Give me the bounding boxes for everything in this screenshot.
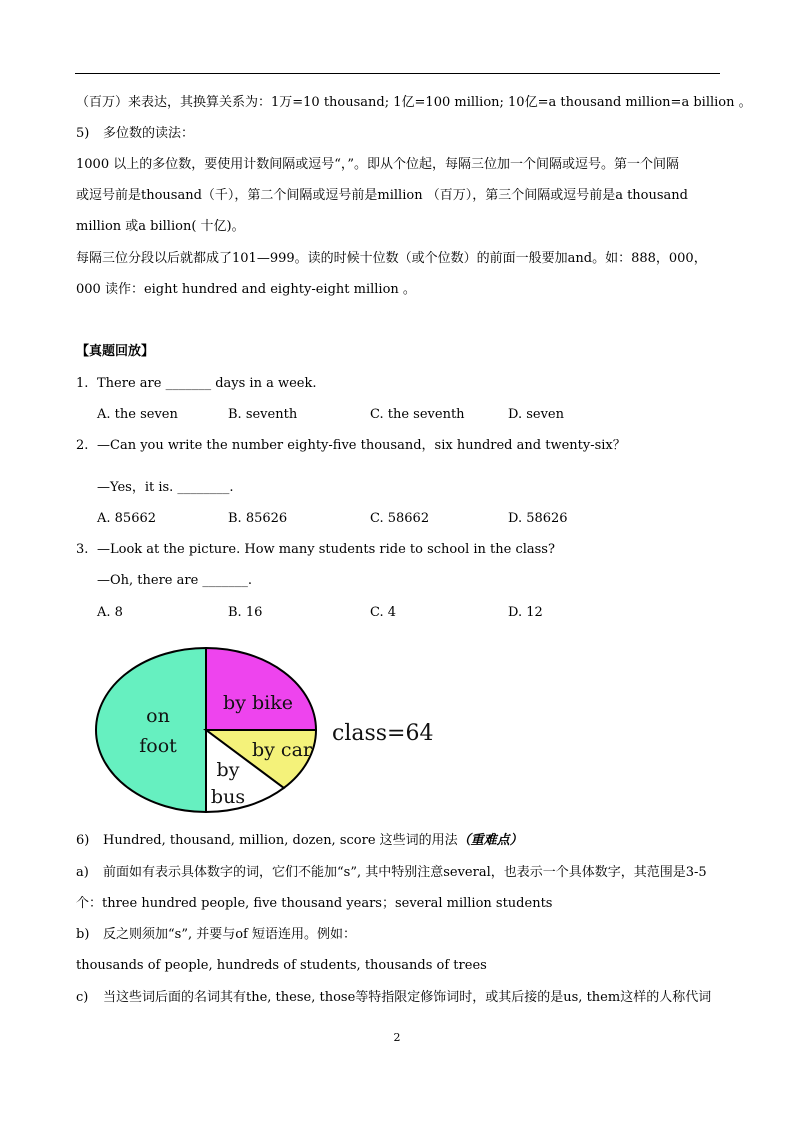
question-1-option-c: C. the seventh [370, 407, 465, 422]
paragraph-2-line-1: 每隔三位分段以后就都成了101—999。读的时候十位数（或个位数）的前面一般要加and。如：888，000， [76, 251, 707, 266]
pie-slice-by-bike [206, 648, 316, 730]
paragraph-1-line-3: million 或a billion( 十亿)。 [76, 219, 245, 234]
header-rule [75, 73, 720, 74]
question-1-option-b: B. seventh [228, 407, 298, 422]
question-3-option-a: A. 8 [97, 605, 123, 620]
paragraph-1-line-1: 1000 以上的多位数，要使用计数间隔或逗号“，”。即从个位起，每隔三位加一个间隔或逗号。第一个间隔 [76, 157, 680, 172]
rule-c-line-1: 当这些词后面的名词其有the, these, those等特指限定修饰词时，或其后接的是us, them这样的人称代词 [103, 990, 712, 1005]
rule-a-label: a) [76, 865, 89, 880]
transport-pie-chart [94, 646, 439, 821]
item-5-heading: 多位数的读法： [103, 126, 195, 141]
key-point-note: （重难点） [457, 833, 523, 848]
item-5-number: 5) [76, 126, 90, 141]
pie-slice-on-foot [96, 648, 206, 812]
question-3-answer-line: —Oh, there are _______. [97, 573, 253, 588]
pie-label-by-bus: by [216, 759, 240, 781]
question-2-option-a: A. 85662 [97, 511, 157, 526]
class-total-label: class=64 [332, 721, 434, 746]
question-1-option-a: A. the seven [97, 407, 178, 422]
question-3-option-b: B. 16 [228, 605, 263, 620]
question-3-number: 3. [76, 542, 89, 557]
rule-a-line-1: 前面如有表示具体数字的词，它们不能加“s”, 其中特别注意several，也表示一个具体数字，其范围是3-5 [103, 865, 707, 880]
section-6-heading [103, 832, 523, 849]
rule-b-label: b) [76, 927, 90, 942]
pie-label-by-bike: by bike [223, 692, 293, 714]
question-2-text: —Can you write the number eighty-five thousand，six hundred and twenty-six？ [97, 438, 626, 453]
question-3-option-c: C. 4 [370, 605, 397, 620]
pie-label-on-foot: foot [139, 735, 177, 757]
page-number: 2 [393, 1031, 401, 1044]
rule-a-line-2: 个：three hundred people, five thousand years；several million students [76, 896, 553, 911]
question-1-text: There are _______ days in a week. [97, 376, 317, 391]
pie-label-by-car: by car [252, 739, 312, 761]
question-1-option-d: D. seven [508, 407, 564, 422]
question-2-option-b: B. 85626 [228, 511, 288, 526]
question-3-option-d: D. 12 [508, 605, 543, 620]
rule-c-label: c) [76, 990, 89, 1005]
question-2-answer-line: —Yes，it is. ________. [97, 480, 234, 495]
question-3-text: —Look at the picture. How many students ride to school in the class? [97, 542, 555, 557]
section-title: 【真题回放】 [76, 344, 155, 359]
section-6-heading-text: Hundred, thousand, million, dozen, score 这些词的用法 [103, 833, 458, 848]
question-2-number: 2. [76, 438, 89, 453]
paragraph-1-line-2: 或逗号前是thousand（千），第二个间隔或逗号前是million （百万），第三个间隔或逗号前是a thousand [76, 188, 688, 203]
section-6-number: 6) [76, 833, 90, 848]
rule-b-line-1: 反之则须加“s”, 并要与of 短语连用。例如： [103, 927, 356, 942]
question-2-option-d: D. 58626 [508, 511, 568, 526]
pie-label-on-foot: on [146, 705, 170, 727]
question-2-option-c: C. 58662 [370, 511, 430, 526]
pie-label-by-bus: bus [210, 786, 246, 808]
rule-b-line-2: thousands of people, hundreds of students, thousands of trees [76, 958, 487, 973]
paragraph-2-line-2: 000 读作：eight hundred and eighty-eight million 。 [76, 282, 416, 297]
question-1-number: 1. [76, 376, 89, 391]
conversion-line: （百万）来表达，其换算关系为：1万=10 thousand; 1亿=100 million; 10亿=a thousand million=a billion 。 [76, 95, 752, 110]
